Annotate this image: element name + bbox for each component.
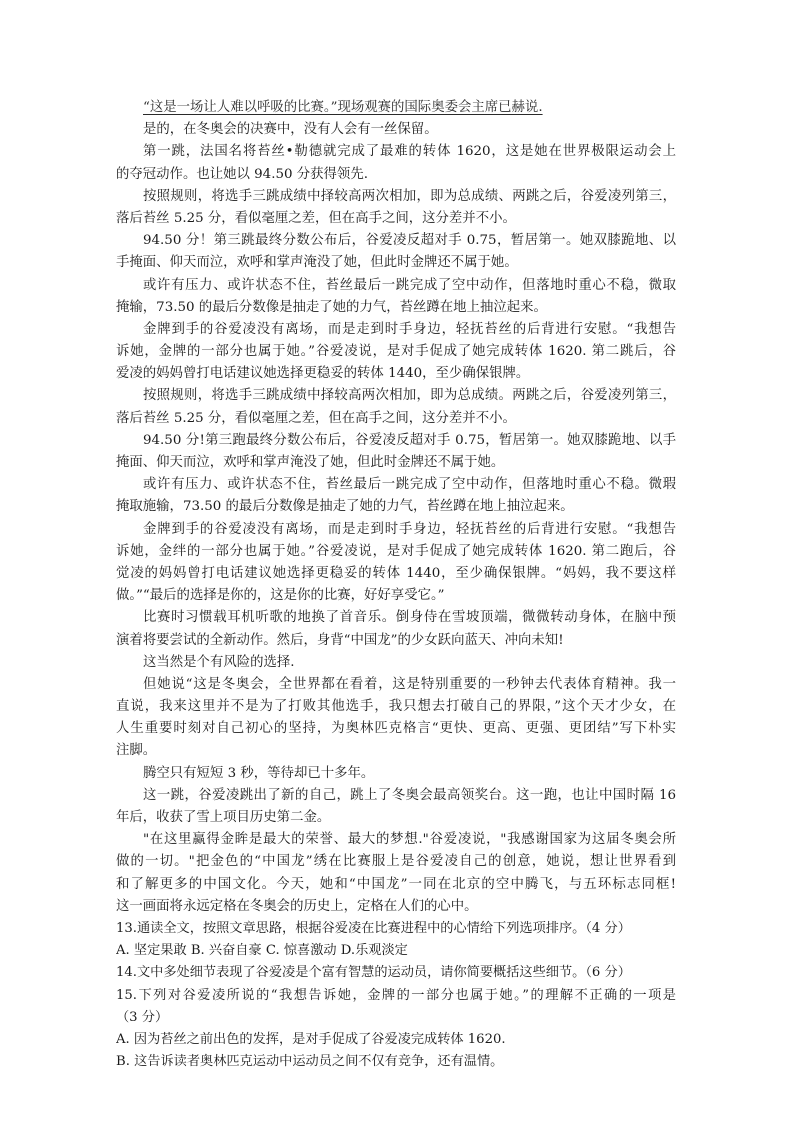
question-line: B. 这告诉读者奥林匹克运动中运动员之间不仅有竞争，还有温情。 [116,1054,504,1070]
text-line: 但她说“这是冬奥会，全世界都在看着，这是特别重要的一秒钟去代表体育精神。我一 [143,676,676,692]
question-line: A. 因为苔丝之前出色的发挥，是对手促成了谷爱凌完成转体 1620. [116,1031,506,1047]
text-line: 比赛时习惯载耳机听歌的地换了首音乐。倒身侍在雪坡顶端，微微转动身体，在脑中预 [143,610,676,626]
text-line: 掩取施输，73.50 的最后分数像是抽走了她的力气，苔丝蹲在地上抽泣起来。 [116,499,574,515]
text-line: 和了解更多的中国文化。今天，她和“中国龙”一同在北京的空中腾飞，与五环标志同框! [116,876,676,892]
text-line: 腾空只有短短 3 秒，等待却已十多年。 [143,765,375,781]
question-line: 14.文中多处细节表现了谷爱凌是个富有智慧的运动员，请你简要概括这些细节。（6 分） [116,965,631,981]
text-line: 注脚。 [116,743,157,759]
text-line: 这一画面将永远定格在冬奥会的历史上，定格在人们的心中。 [116,898,478,914]
text-line: 94.50 分!第三跑最终分数公布后，谷爱凌反超对手 0.75，暂居第一。她双膝跪地、以手 [143,432,676,448]
text-line: 或许有压力、或许状态不住，苔丝最后一跳完成了空中动作，但落地时重心不稳，微取 [143,277,676,293]
text-line: 落后苔丝 5.25 分，看似毫厘之差，但在高手之间，这分差并不小。 [116,410,516,426]
text-line: 第一跳，法国名将苔丝•勒德就完成了最难的转体 1620，这是她在世界极限运动会上 [143,144,676,160]
text-line: 掩面、仰天而泣，欢呼和掌声淹没了她，但此时金牌还不属于她。 [116,455,505,470]
text-line: 做。”“最后的选择是你的，这是你的比赛，好好享受它。” [116,588,445,604]
text-line: 是的，在冬奥会的决赛中，没有人会有一丝保留。 [143,122,438,138]
text-line: 的夺冠动作。也让她以 94.50 分获得领先. [116,166,368,182]
text-line: “这是一场让人难以呼吸的比赛。”现场观赛的国际奥委会主席已赫说. [143,100,543,115]
question-line: A. 坚定果敢 B. 兴奋自豪 C. 惊喜激动 D.乐观淡定 [116,943,408,959]
text-line: 爱凌的妈妈曾打电话建议她选择更稳妥的转体 1440，至少确保银牌。 [116,366,530,382]
question-line: 15.下列对谷爱凌所说的“我想告诉她，金牌的一部分也属于她。”的理解不正确的一项是 [116,987,676,1003]
text-line: 或许有压力、或许状态不住，苔丝最后一跳完成了空中动作，但落地时重心不稳。微瑕 [143,477,676,493]
text-line: 掩输，73.50 的最后分数像是抽走了她的力气，苔丝蹲在地上抽泣起来。 [116,299,547,315]
text-line: 诉她，金绊的一部分也属于她。”谷爱凌说，是对手促成了她完成转体 1620. 第二跑后，谷 [116,543,676,559]
text-line: 金牌到手的谷爱凌没有离场，而是走到时手身边，轻抚苔丝的后背进行安慰。“我想告 [143,521,676,537]
text-line: 金牌到手的谷爱凌没有离场，而是走到时手身边，轻抚苔丝的后背进行安慰。“我想告 [143,321,676,337]
text-line: 年后，收获了雪上项目历史第二金。 [116,810,331,825]
text-line: 按照规则，将选手三跳成绩中择较高两次相加，即为总成绩、两跳之后，谷爱凌列第三， [143,188,676,204]
text-line: 手掩面、仰天而泣，欢呼和掌声淹没了她，但此时金牌还不属于她。 [116,255,518,271]
document-page [116,97,676,1073]
text-line: 诉她，金牌的一部分也属于她。”谷爱凌说，是对手促成了她完成转体 1620. 第二跳后，谷 [116,344,676,360]
text-line: "在这里赢得金眸是最大的荣誉、最大的梦想."谷爱凌说，"我感谢国家为这届冬奥会所 [143,832,676,848]
text-line: 这当然是个有风险的选择. [143,654,295,670]
text-line: 落后苔丝 5.25 分，看似毫厘之差，但在高手之间，这分差并不小。 [116,210,516,226]
text-line: 人生重要时刻对自己初心的坚持，为奥林匹克格言“更快、更高、更强、更团结”写下朴实 [116,721,676,737]
text-line: 觉凌的妈妈曾打电话建议她选择更稳妥的转体 1440，至少确保银牌。“妈妈，我不要这样 [116,565,676,581]
text-line: 演着将要尝试的全新动作。然后，身背“中国龙”的少女跃向蓝天、冲向未知! [116,632,564,648]
text-line: 直说，我来这里并不是为了打败其他选手，我只想去打破自己的界限，”这个天才少女，在 [116,699,676,715]
text-line: 94.50 分！第三跳最终分数公布后，谷爱凌反超对手 0.75，暂居第一。她双膝跪地、以 [143,233,676,249]
question-line: （3 分） [116,1009,169,1025]
text-line: 这一跳，谷爱凌跳出了新的自己，跳上了冬奥会最高领奖台。这一跑，也让中国时隔 16 [143,787,676,803]
text-line: 做的一切。"把金色的“中国龙”绣在比赛服上是谷爱凌自己的创意，她说，想让世界看到 [116,854,676,870]
text-line: 按照规则，将选手三跳成绩中择较高两次相加，即为总成绩。两跳之后，谷爱凌列第三， [143,388,676,404]
question-line: 13.通读全文，按照文章思路，根据谷爱凌在比赛进程中的心情给下列选项排序。（4 分） [116,920,631,936]
